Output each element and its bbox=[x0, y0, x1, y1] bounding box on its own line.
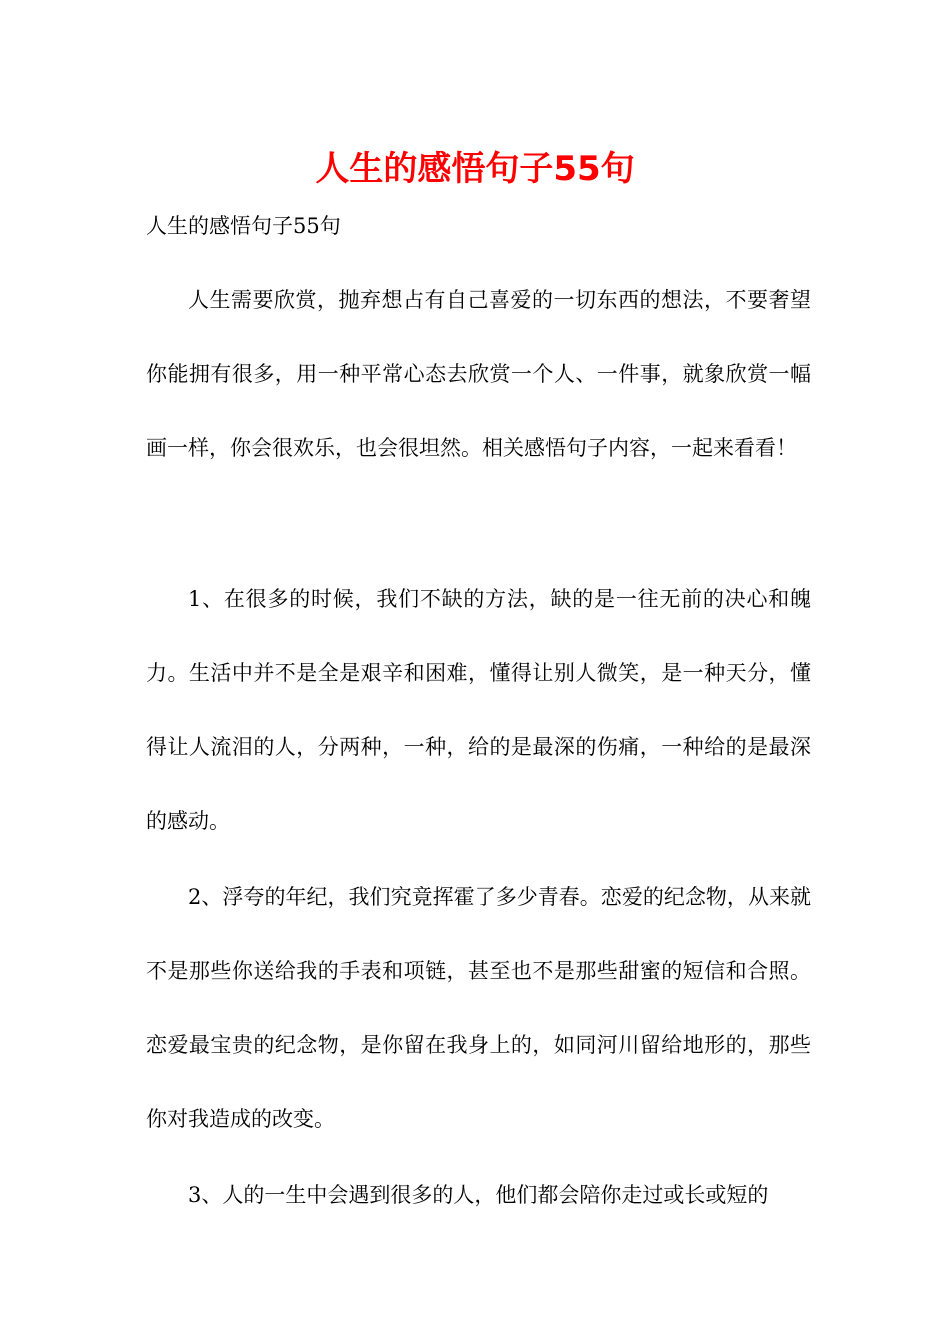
quote-paragraph-3: 3、人的一生中会遇到很多的人，他们都会陪你走过或长或短的 bbox=[188, 1183, 769, 1207]
quote-paragraph-1: 1、在很多的时候，我们不缺的方法，缺的是一往无前的决心和魄力。生活中并不是全是艰辛和困难，懂得让别人微笑，是一种天分，懂得让人流泪的人，分两种，一种，给的是最深的伤痛，一种给的是最深的感动。 bbox=[146, 587, 811, 833]
quote-paragraph-2: 2、浮夸的年纪，我们究竟挥霍了多少青春。恋爱的纪念物，从来就不是那些你送给我的手表和项链，甚至也不是那些甜蜜的短信和合照。恋爱最宝贵的纪念物，是你留在我身上的，如同河川留给地形的，那些你对我造成的改变。 bbox=[146, 885, 811, 1131]
document-title: 人生的感悟句子55句 bbox=[315, 149, 635, 189]
intro-paragraph: 人生需要欣赏，抛弃想占有自己喜爱的一切东西的想法，不要奢望你能拥有很多，用一种平常心态去欣赏一个人、一件事，就象欣赏一幅画一样，你会很欢乐，也会很坦然。相关感悟句子内容，一起来看看！ bbox=[146, 288, 811, 460]
document-subtitle: 人生的感悟句子55句 bbox=[146, 214, 341, 238]
